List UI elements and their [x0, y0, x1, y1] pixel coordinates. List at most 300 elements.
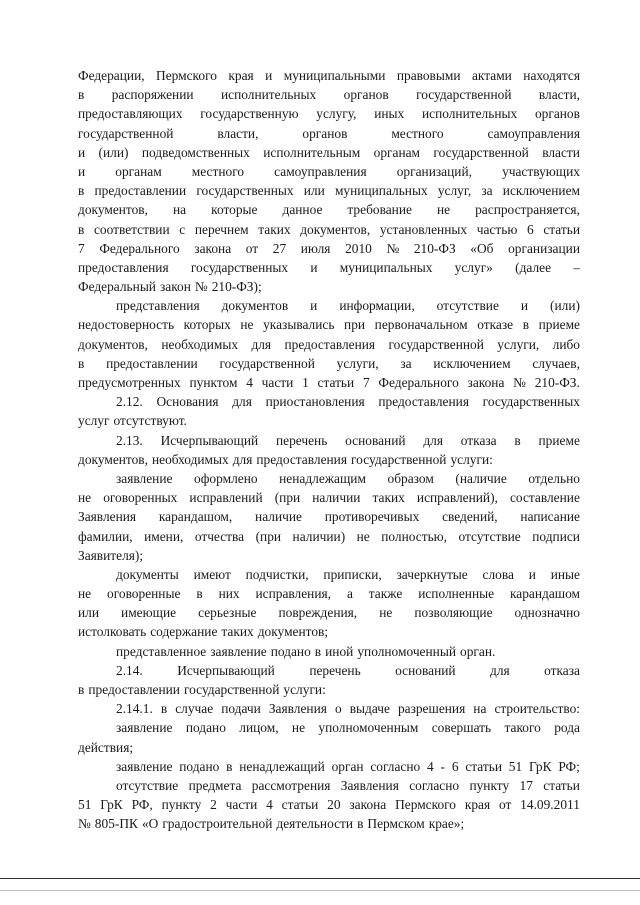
word: и — [310, 259, 318, 275]
word: № — [194, 279, 208, 295]
word: 6 — [451, 758, 459, 774]
word: органов — [534, 106, 580, 122]
word: статьи — [317, 375, 355, 390]
word: уполномоченным — [318, 720, 419, 736]
word: услуги, — [497, 336, 540, 352]
word: 6 — [526, 221, 534, 237]
word: 20 — [327, 797, 341, 813]
word: для — [423, 432, 443, 448]
word: июля — [300, 240, 331, 256]
word: РФ, — [131, 797, 153, 813]
text-line — [78, 162, 580, 181]
word: выдаче — [349, 701, 390, 717]
word: согласно — [370, 758, 421, 774]
word: написание — [520, 509, 580, 525]
word: не — [240, 317, 254, 333]
word: о — [334, 701, 342, 717]
word: (или) — [550, 298, 580, 314]
word: предоставления — [256, 451, 348, 467]
word: (далее — [515, 259, 552, 275]
word: отсутствуют. — [113, 413, 187, 429]
word: организаций, — [396, 163, 472, 179]
text-line — [78, 239, 580, 258]
word: заявление — [116, 470, 173, 486]
word: документов — [221, 298, 289, 314]
word: требование — [347, 202, 412, 218]
word: документов, — [300, 221, 371, 237]
word: не — [78, 490, 92, 506]
word: необходимых — [151, 451, 229, 467]
word: государственной — [351, 451, 447, 467]
word: государственной — [219, 355, 315, 371]
word: от — [498, 797, 512, 813]
text-line — [78, 200, 580, 219]
word: установленных — [379, 221, 468, 237]
word: перечень — [275, 432, 328, 448]
word: в — [78, 221, 85, 237]
word: или — [303, 183, 325, 199]
word: муниципальными — [283, 68, 386, 83]
word: части — [261, 375, 294, 390]
word: лицом, — [239, 720, 279, 736]
word: и — [520, 298, 529, 314]
word: имеют — [193, 566, 231, 582]
word: на — [172, 202, 187, 218]
word: градостроительной — [162, 816, 273, 832]
word: оснований — [345, 432, 406, 448]
word: исполненные — [418, 586, 495, 602]
word: случае — [175, 701, 214, 717]
word: указывались — [263, 317, 335, 333]
word: в — [196, 586, 203, 602]
word: карандашом — [509, 586, 580, 602]
word: 7 — [78, 240, 85, 256]
document-body — [78, 66, 580, 834]
word: и — [78, 144, 86, 160]
word: перечнем — [194, 221, 249, 237]
text-line — [78, 181, 580, 200]
word: отчества — [194, 528, 245, 544]
word: Исчерпывающий — [160, 432, 259, 448]
text-line — [78, 258, 580, 277]
word: власти — [542, 144, 580, 160]
word: в — [78, 87, 85, 103]
word: на — [473, 701, 487, 717]
word: № — [513, 375, 526, 390]
word: статьи — [281, 797, 319, 813]
word: иные — [550, 566, 580, 582]
word: такого — [504, 720, 541, 736]
text-line — [78, 354, 580, 373]
word: действия; — [78, 739, 134, 755]
word: услуги: — [283, 682, 326, 697]
word: или — [78, 605, 100, 621]
word: 4 — [246, 375, 253, 390]
text-line — [78, 66, 580, 85]
word: 805-ПК — [94, 816, 138, 832]
word: фамилии, — [78, 528, 133, 544]
word: (при — [255, 528, 282, 544]
word: ненадлежащий — [239, 758, 325, 774]
bottom-divider — [0, 878, 640, 879]
word: от — [245, 240, 259, 256]
word: 210-ФЗ); — [211, 279, 262, 295]
word: информации, — [339, 298, 415, 314]
word: оформлено — [194, 470, 258, 486]
word: предоставления — [284, 336, 376, 352]
word: повреждения, — [278, 605, 358, 621]
word: распоряжении — [111, 87, 194, 103]
word: подведомственных — [141, 144, 250, 160]
word: (наличие — [455, 470, 507, 486]
word: Заявления — [268, 701, 327, 717]
word: орган — [331, 758, 364, 774]
word: органам — [115, 163, 162, 179]
text-line — [78, 296, 580, 315]
word: документов, — [78, 336, 148, 352]
word: перечень — [309, 662, 361, 678]
word: иных — [374, 106, 405, 122]
word: в — [357, 816, 364, 832]
word: услуги: — [450, 451, 493, 467]
word: истолковать — [78, 624, 147, 640]
word: (или) — [98, 144, 129, 160]
text-line — [78, 488, 580, 507]
word: наличии) — [292, 528, 346, 544]
word: части — [225, 797, 258, 813]
word: 210-ФЗ. — [534, 375, 580, 390]
word: актами — [471, 68, 512, 83]
word: Пермского — [395, 797, 456, 813]
word: не — [379, 605, 393, 621]
word: отказа — [460, 432, 497, 448]
word: края — [464, 797, 491, 813]
word: соответствии — [93, 221, 170, 237]
word: органов — [302, 125, 348, 141]
word: таких — [258, 221, 291, 237]
word: ГрК — [528, 758, 552, 774]
word: услуги, — [336, 355, 379, 371]
text-line — [78, 738, 580, 757]
word: РФ; — [558, 758, 580, 774]
word: крае»; — [428, 816, 465, 832]
word: за — [400, 355, 412, 371]
word: уполномоченный — [357, 643, 456, 659]
word: орган. — [460, 643, 496, 659]
text-line — [78, 315, 580, 334]
word: наличие — [255, 509, 302, 525]
text-line — [78, 104, 580, 123]
word: Заявителя); — [78, 547, 144, 563]
word: ненадлежащим — [279, 470, 366, 486]
word: 7 — [362, 375, 370, 390]
word: 1 — [302, 375, 309, 390]
word: 51 — [78, 797, 92, 813]
word: документов, — [78, 202, 148, 218]
word: не — [291, 720, 306, 736]
word: либо — [552, 336, 580, 352]
word: строительство: — [494, 701, 580, 717]
word: оговоренных — [103, 490, 178, 506]
word: приостановления — [265, 394, 365, 410]
word: местного — [191, 163, 245, 179]
word: отдельно — [528, 470, 580, 486]
word: муниципальных — [339, 259, 433, 275]
word: предоставляющих — [78, 106, 183, 122]
text-line — [78, 527, 580, 546]
word: 2.14. — [116, 662, 143, 678]
text-line — [78, 622, 580, 641]
word: закона — [194, 240, 232, 256]
word: государственной — [433, 144, 529, 160]
word: пункту — [469, 777, 510, 793]
word: 2.13. — [116, 432, 143, 448]
text-line — [78, 411, 580, 430]
bottom-divider-secondary — [0, 890, 640, 891]
word: статьи — [465, 758, 502, 774]
word: предусмотренных — [78, 375, 181, 390]
word: отсутствие — [458, 528, 521, 544]
word: государственную — [200, 106, 299, 122]
word: 51 — [508, 758, 523, 774]
word: государственной — [78, 125, 174, 141]
word: документов; — [257, 624, 329, 640]
word: таких — [372, 490, 405, 506]
word: «Об — [470, 240, 494, 256]
word: и — [78, 163, 86, 179]
word: (при — [274, 490, 301, 506]
word: государственных — [196, 183, 294, 199]
word: для — [232, 451, 253, 467]
word: органам — [373, 144, 421, 160]
word: для — [232, 394, 252, 410]
word: и — [265, 68, 273, 83]
word: подано — [270, 643, 311, 659]
word: слова — [482, 566, 514, 582]
word: исправлений), — [416, 490, 498, 506]
word: предмета — [188, 777, 242, 793]
word: серьезные — [198, 605, 257, 621]
word: имеющие — [121, 605, 177, 621]
word: власти, — [538, 87, 580, 103]
word: при — [344, 317, 366, 333]
text-line — [78, 335, 580, 354]
word: закона — [349, 797, 387, 813]
word: статьи — [543, 777, 580, 793]
word: случаев, — [532, 355, 580, 371]
word: органов — [343, 87, 389, 103]
word: отказа — [544, 662, 580, 678]
word: 14.09.2011 — [520, 797, 580, 813]
word: приеме — [538, 432, 580, 448]
word: правовыми — [396, 68, 461, 83]
word: Заявления — [340, 777, 399, 793]
word: подчистки, — [245, 566, 309, 582]
word: предоставлении — [88, 682, 180, 697]
word: документы — [116, 566, 179, 582]
word: государственной — [183, 682, 280, 697]
text-line — [78, 814, 580, 833]
word: иной — [325, 643, 354, 659]
word: муниципальных — [334, 183, 428, 199]
word: закона — [467, 375, 505, 390]
word: Пермском — [367, 816, 425, 832]
word: организации — [508, 240, 580, 256]
word: представленное — [116, 643, 207, 659]
word: зачеркнутые — [396, 566, 468, 582]
word: частью — [476, 221, 518, 237]
word: Заявления — [78, 509, 137, 525]
word: образом — [387, 470, 434, 486]
text-line — [78, 277, 580, 296]
text-line — [78, 661, 580, 680]
word: подано — [179, 758, 220, 774]
word: исполнительных — [220, 87, 317, 103]
word: исключением — [502, 183, 580, 199]
word: - — [440, 758, 446, 774]
word: деятельности — [276, 816, 354, 832]
text-line — [78, 776, 580, 795]
word: документов, — [78, 451, 148, 467]
word: 27 — [272, 240, 287, 256]
text-line — [78, 220, 580, 239]
word: подано — [185, 720, 226, 736]
word: государственных — [190, 259, 289, 275]
word: таких — [221, 624, 254, 640]
word: закон — [159, 279, 191, 295]
text-line — [78, 124, 580, 143]
word: № — [78, 816, 91, 832]
word: согласно — [409, 777, 460, 793]
word: позволяющие — [414, 605, 493, 621]
text-line — [78, 699, 580, 718]
word: пункту — [161, 797, 202, 813]
word: № — [386, 240, 400, 256]
word: заявление — [116, 720, 173, 736]
word: 2010 — [345, 240, 372, 256]
word: карандашом, — [158, 509, 233, 525]
text-line — [78, 450, 580, 469]
word: Федеральный — [78, 279, 156, 295]
word: 2 — [210, 797, 217, 813]
word: недостоверность — [78, 317, 175, 333]
word: приписки, — [323, 566, 382, 582]
text-line — [78, 718, 580, 737]
word: государственной — [388, 336, 484, 352]
word: сведений, — [442, 509, 498, 525]
word: заявление — [116, 758, 173, 774]
word: которые — [211, 202, 258, 218]
word: участвующих — [502, 163, 580, 179]
word: 4 — [427, 758, 434, 774]
word: Исчерпывающий — [177, 662, 275, 678]
word: распространяется, — [475, 202, 580, 218]
text-line — [78, 469, 580, 488]
text-line — [78, 603, 580, 622]
word: Пермского — [156, 68, 217, 83]
word: противоречивых — [324, 509, 420, 525]
word: ГрК — [100, 797, 123, 813]
word: однозначно — [514, 605, 580, 621]
text-line — [78, 757, 580, 776]
text-line — [78, 642, 580, 661]
word: и — [310, 298, 318, 314]
word: 17 — [519, 777, 533, 793]
text-line — [78, 680, 580, 699]
word: услугу, — [316, 106, 357, 122]
word: услуг, — [437, 183, 472, 199]
word: в — [522, 317, 530, 333]
text-line — [78, 143, 580, 162]
word: Федерации, — [78, 68, 145, 83]
word: предоставлении — [94, 183, 187, 199]
text-line — [78, 431, 580, 450]
text-line — [78, 85, 580, 104]
text-line — [78, 507, 580, 526]
word: самоуправления — [487, 125, 580, 141]
word: «О — [141, 816, 159, 832]
word: разрешения — [397, 701, 466, 717]
word: которых — [183, 317, 231, 333]
text-line — [78, 373, 580, 392]
word: за — [481, 183, 493, 199]
word: рода — [554, 720, 580, 736]
word: 210-ФЗ — [413, 240, 456, 256]
word: услуг» — [454, 259, 493, 275]
word: услуг — [78, 413, 110, 429]
word: Федерального — [378, 375, 459, 390]
word: данное — [282, 202, 323, 218]
word: исключением — [433, 355, 511, 371]
word: края — [228, 68, 254, 83]
text-line — [78, 546, 580, 565]
word: заявление — [210, 643, 267, 659]
word: в — [514, 432, 521, 448]
word: с — [179, 221, 186, 237]
word: также — [368, 586, 403, 602]
word: а — [346, 586, 353, 602]
word: исправлений — [189, 490, 263, 506]
word: оснований — [395, 662, 456, 678]
word: отказе — [477, 317, 514, 333]
word: в — [78, 682, 85, 697]
word: предоставления — [78, 259, 169, 275]
word: находятся — [523, 68, 580, 83]
word: имени, — [144, 528, 184, 544]
word: предоставления — [378, 394, 469, 410]
word: в — [226, 758, 233, 774]
word: приеме — [538, 317, 580, 333]
word: Федерального — [99, 240, 180, 256]
word: для — [251, 336, 272, 352]
word: в — [78, 183, 85, 199]
word: не — [356, 528, 370, 544]
word: власти, — [217, 125, 259, 141]
text-line — [78, 584, 580, 603]
word: Основания — [156, 394, 219, 410]
word: необходимых — [161, 336, 239, 352]
word: предоставлении — [106, 355, 198, 371]
word: оговоренные — [107, 586, 181, 602]
text-line — [78, 795, 580, 814]
word: 2.12. — [116, 394, 143, 410]
word: в — [160, 701, 168, 717]
word: государственных — [482, 394, 580, 410]
word: подписи — [532, 528, 580, 544]
word: статьи — [543, 221, 580, 237]
text-line — [78, 565, 580, 584]
word: пунктом — [189, 375, 238, 390]
